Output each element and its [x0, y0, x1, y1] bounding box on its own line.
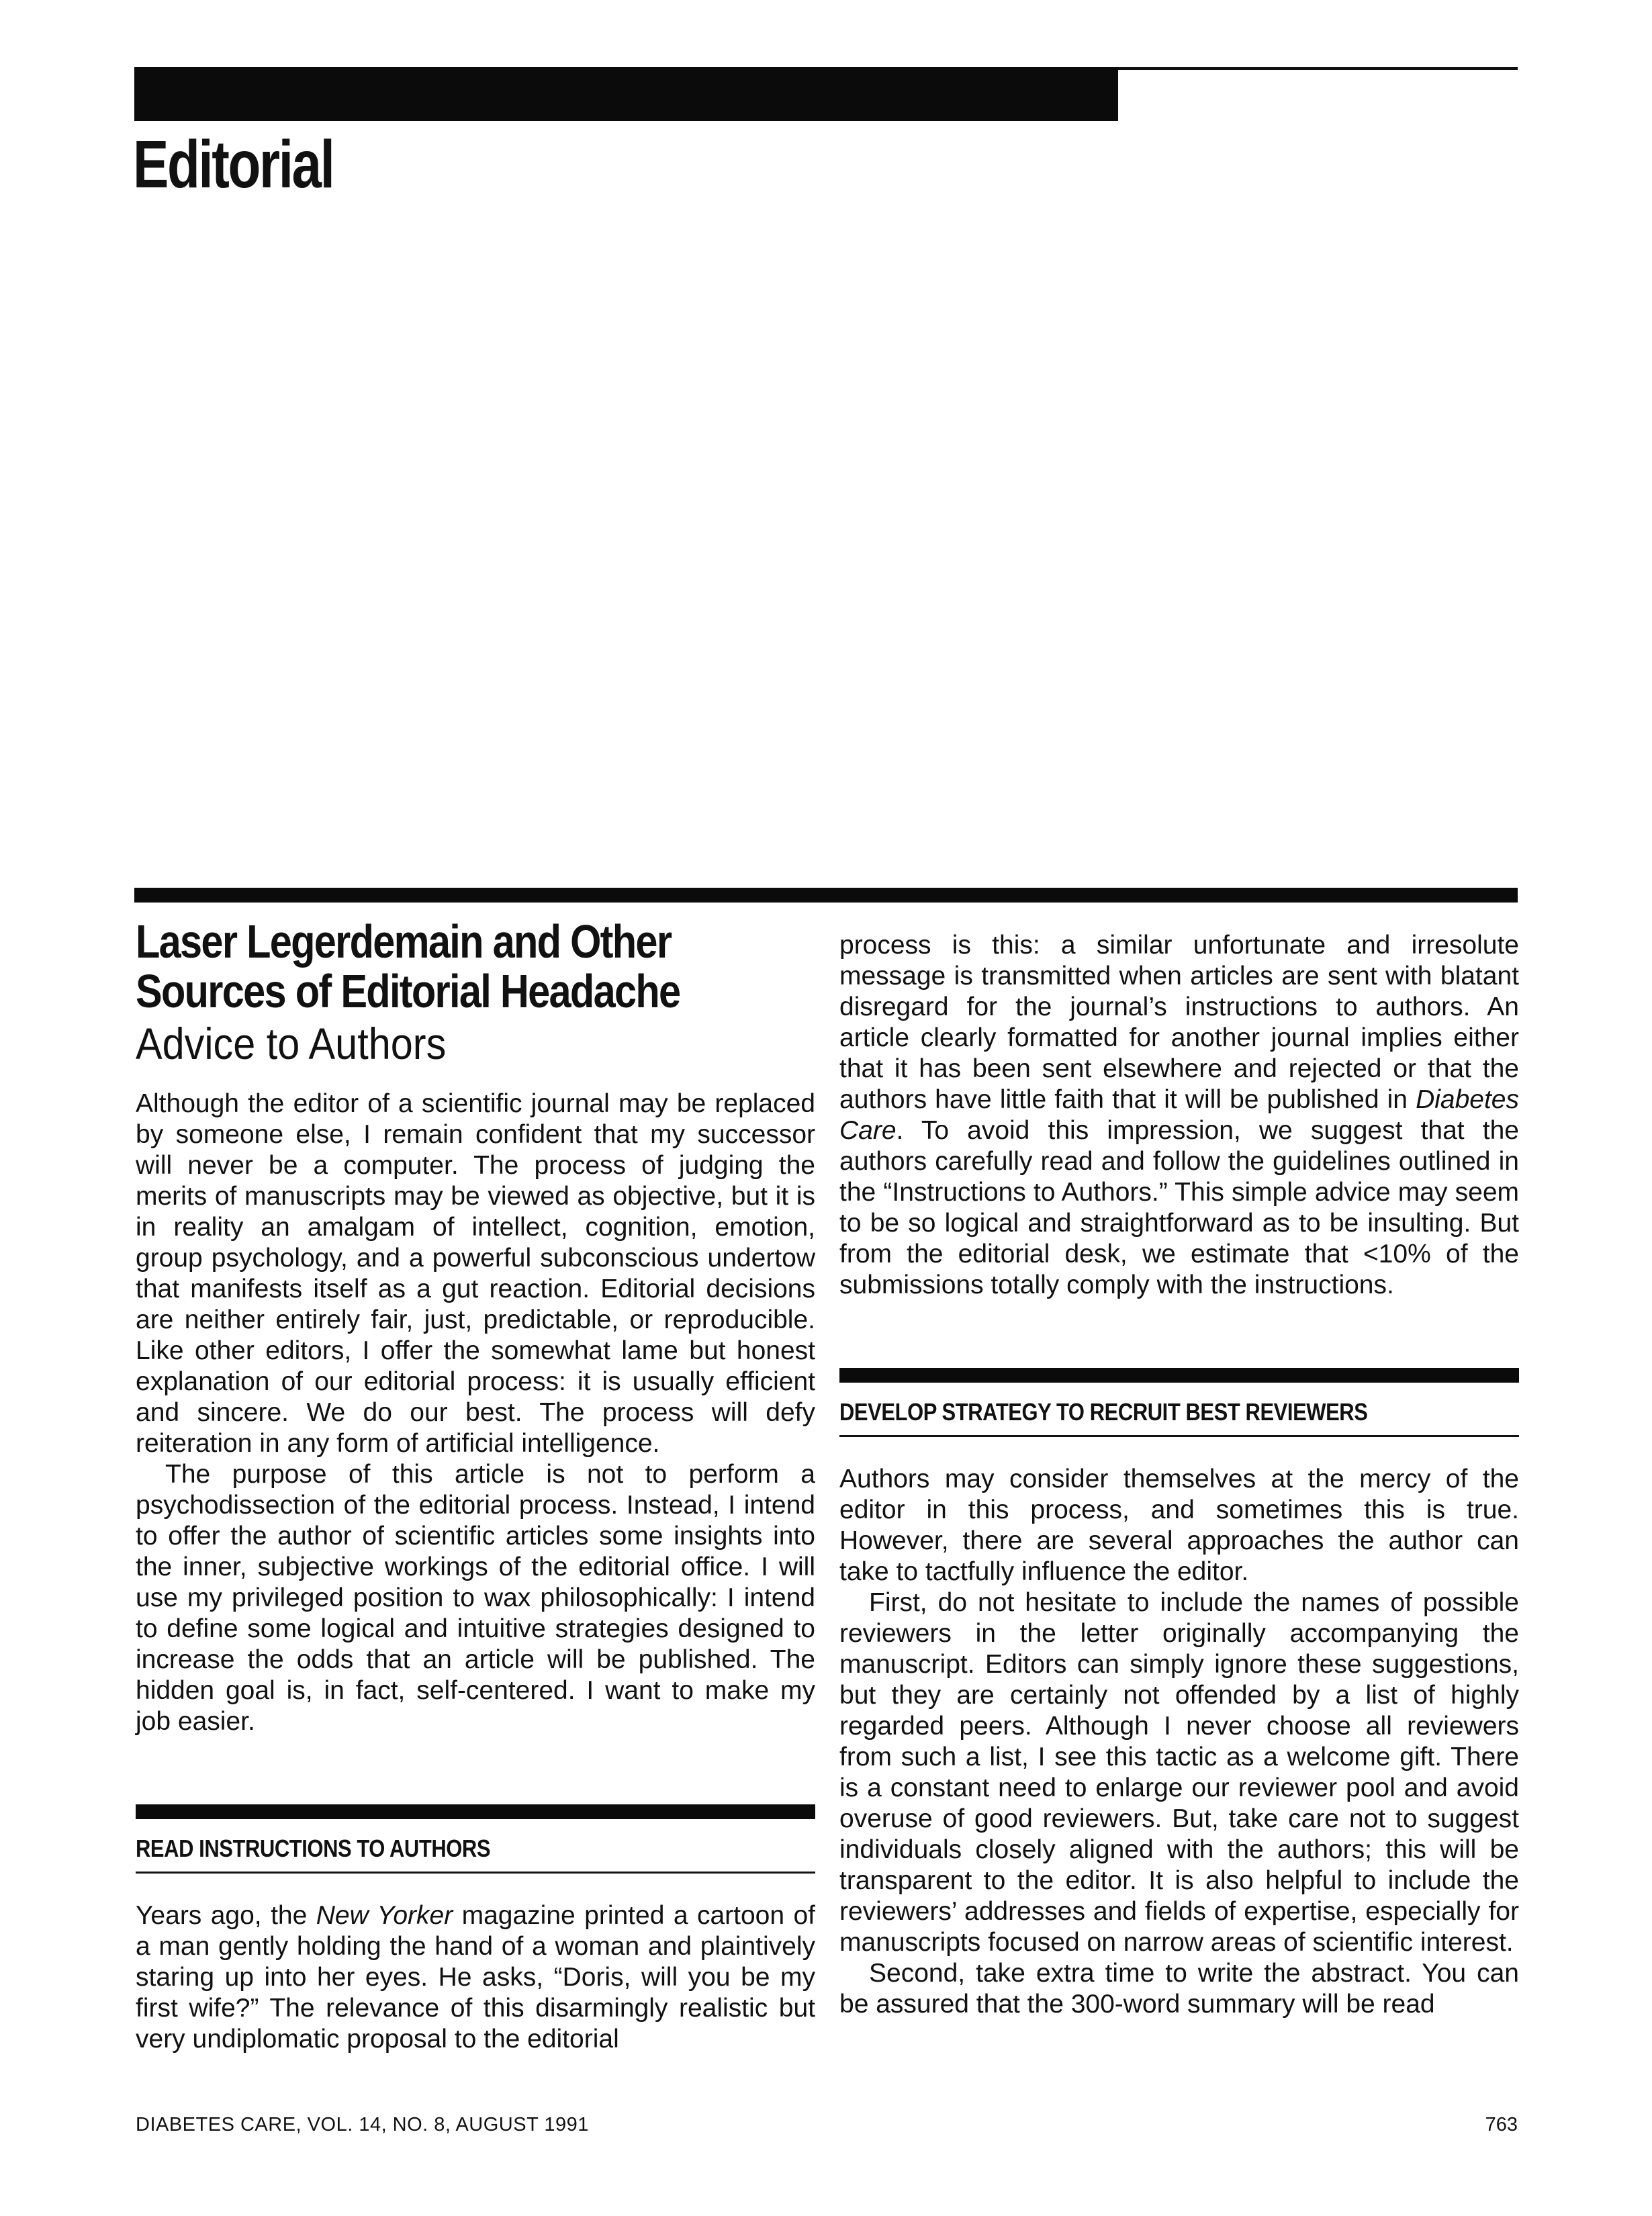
section2-paragraph-1: Authors may consider themselves at the mercy of the editor in this process, and sometimes this is true. However, there are several approaches the author can take to tactfully influence the editor. — [839, 1465, 1519, 1586]
section2-paragraph-2: First, do not hesitate to include the names of possible reviewers in the letter originally accompanying the manuscript. Editors can simply ignore these suggestions, but they are certainly not offended by a list of highly regarded peers. Although I never choose all reviewers from such a list, I see this tactic as a welcome gift. There is a constant need to enlarge our reviewer pool and avoid overuse of good reviewers. But, take care not to suggest individuals closely aligned with the authors; this will be transparent to the editor. It is also helpful to include the reviewers’ addresses and fields of expertise, especially for manuscripts focused on narrow areas of scientific interest. — [839, 1588, 1519, 1957]
article-title-line1: Laser Legerdemain and Other — [136, 915, 672, 968]
section1-paragraph-1: Years ago, the New Yorker magazine printed a cartoon of a man gently holding the hand of a woman and plaintively staring up into her eyes. He asks, “Doris, will you be my first wife?” The relevance of this disarmingly realistic but very undiplomatic proposal to the editorial — [136, 1901, 815, 2053]
section-heading-bar — [136, 1804, 815, 1819]
left-column — [136, 917, 815, 2055]
article-divider-bar — [134, 888, 1518, 903]
section-heading-read-instructions: READ INSTRUCTIONS TO AUTHORS — [136, 1835, 491, 1862]
section-title: Editorial — [133, 127, 334, 202]
footer-journal-info: DIABETES CARE, VOL. 14, NO. 8, AUGUST 1991 — [136, 2114, 589, 2135]
magazine-name: New Yorker — [316, 1901, 453, 1930]
section-heading-block — [136, 1804, 815, 1874]
right-column — [839, 930, 1519, 2020]
intro-paragraph-1: Although the editor of a scientific journal may be replaced by someone else, I remain confident that my successor will never be a computer. The process of judging the merits of manuscripts may be viewed as objective, but it is in reality an amalgam of intellect, cognition, emotion, group psychology, and a powerful subconscious undertow that manifests itself as a gut reaction. Editorial decisions are neither entirely fair, just, predictable, or reproducible. Like other editors, I offer the somewhat lame but honest explanation of our editorial process: it is usually efficient and sincere. We do our best. The process will defy reiteration in any form of artificial intelligence. — [136, 1089, 815, 1458]
journal-name: Diabetes Care — [839, 1085, 1519, 1145]
footer-page-number: 763 — [1485, 2114, 1518, 2135]
section1-paragraph-continued: process is this: a similar unfortunate and irresolute message is transmitted when articles are sent with blatant disregard for the journal’s instructions to authors. An article clearly formatted for another journal implies either that it has been sent elsewhere and rejected or that the authors have little faith that it will be published in Diabetes Care. To avoid this impression, we suggest that the authors carefully read and follow the guidelines outlined in the “Instructions to Authors.” This simple advice may seem to be so logical and straightforward as to be insulting. But from the editorial desk, we estimate that <10% of the submissions totally comply with the instructions. — [839, 931, 1519, 1299]
article-subtitle: Advice to Authors — [136, 1019, 447, 1068]
section-heading-block — [839, 1368, 1519, 1437]
header-bar — [134, 67, 1118, 121]
section-heading-recruit-reviewers: DEVELOP STRATEGY TO RECRUIT BEST REVIEWERS — [839, 1398, 1368, 1426]
section2-paragraph-3: Second, take extra time to write the abstract. You can be assured that the 300-word summary will be read — [839, 1959, 1519, 2019]
intro-paragraph-2: The purpose of this article is not to perform a psychodissection of the editorial process. Instead, I intend to offer the author of scientific articles some insights into the inner, subjective workings of the editorial office. I will use my privileged position to wax philosophically: I intend to define some logical and intuitive strategies designed to increase the odds that an article will be published. The hidden goal is, in fact, self-centered. I want to make my job easier. — [136, 1460, 815, 1736]
header-rule — [1118, 67, 1518, 70]
section-heading-bar — [839, 1368, 1519, 1383]
article-title-line2: Sources of Editorial Headache — [136, 965, 680, 1017]
